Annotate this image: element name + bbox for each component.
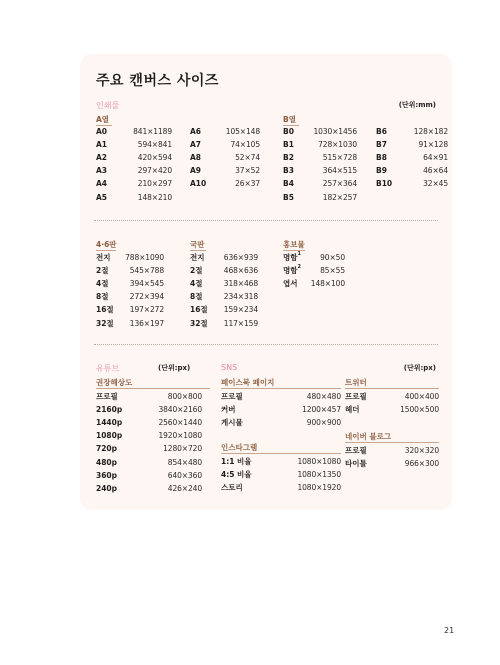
size-name: 720p — [96, 444, 118, 454]
size-value: 1920×1080 — [158, 431, 202, 441]
b-series-label: B열 — [283, 115, 296, 124]
size-row — [283, 190, 357, 203]
size-name: B6 — [376, 127, 387, 137]
size-value: 182×257 — [322, 192, 357, 202]
page-title: 주요 캔버스 사이즈 — [96, 73, 219, 89]
size-row — [190, 277, 258, 290]
size-value: 1280×720 — [163, 444, 202, 454]
size-value: 1080×1080 — [297, 457, 341, 467]
size-value: 46×64 — [423, 166, 448, 176]
size-name: 4절 — [190, 279, 203, 289]
size-name-wrap — [283, 252, 305, 263]
size-value: 318×468 — [223, 279, 258, 289]
size-name: 4절 — [96, 279, 109, 289]
instagram-list — [221, 455, 341, 494]
size-row — [376, 151, 448, 164]
size-name: A1 — [96, 140, 108, 150]
size-name: B5 — [283, 192, 294, 202]
naver-underline — [345, 442, 439, 443]
size-name: 4:5 비율 — [221, 470, 252, 480]
size-name: A9 — [190, 166, 202, 176]
sns-unit: (단위:px) — [403, 364, 436, 372]
b-series-col2 — [376, 125, 448, 190]
size-value: 197×272 — [129, 305, 164, 315]
size-name: 32절 — [96, 318, 114, 328]
size-row — [96, 303, 164, 316]
size-value: 136×197 — [129, 318, 164, 328]
size-value: 728×1030 — [318, 140, 357, 150]
size-row — [96, 290, 164, 303]
b-series-col1 — [283, 125, 357, 204]
print-unit: (단위:mm) — [398, 101, 436, 109]
size-name: 전지 — [190, 253, 205, 263]
size-value: 37×52 — [235, 166, 260, 176]
size-value: 297×420 — [137, 166, 172, 176]
a-series-col2 — [190, 125, 260, 190]
size-row — [190, 290, 258, 303]
size-value: 800×800 — [167, 392, 202, 402]
size-value: 1500×500 — [400, 405, 439, 415]
size-value: 1080×1350 — [297, 470, 341, 480]
size-value: 594×841 — [137, 140, 172, 150]
size-row — [283, 264, 345, 277]
naver-label: 네이버 블로그 — [345, 432, 392, 441]
facebook-label: 페이스북 페이지 — [221, 378, 275, 387]
size-value: 234×318 — [223, 292, 258, 302]
size-row — [96, 138, 172, 151]
size-value: 515×728 — [322, 153, 357, 163]
size-value: 841×1189 — [133, 127, 172, 137]
size-name: 360p — [96, 470, 118, 480]
size-row — [96, 125, 172, 138]
page-number: 21 — [444, 626, 455, 635]
size-name: 1440p — [96, 418, 123, 428]
size-name: 헤더 — [345, 405, 360, 415]
size-row — [221, 481, 341, 494]
size-name: 커버 — [221, 405, 236, 415]
youtube-unit: (단위:px) — [158, 364, 191, 372]
size-value: 272×394 — [129, 292, 164, 302]
footnote-marker: 2 — [297, 264, 301, 271]
sheet-46-label: 4·6판 — [96, 240, 117, 249]
size-row — [221, 455, 341, 468]
size-name: 프로필 — [345, 446, 367, 456]
size-value: 545×788 — [129, 266, 164, 276]
facebook-list — [221, 390, 341, 429]
size-name: A5 — [96, 192, 108, 202]
size-row — [345, 457, 439, 470]
size-value: 128×182 — [413, 127, 448, 137]
twitter-underline — [345, 388, 439, 389]
a-series-label: A열 — [96, 115, 110, 124]
size-row — [96, 429, 202, 442]
size-name: 2절 — [190, 266, 203, 276]
size-name: B9 — [376, 166, 387, 176]
size-value: 3840×2160 — [158, 405, 202, 415]
size-row — [96, 469, 202, 482]
size-value: 426×240 — [167, 483, 202, 493]
size-name: 엽서 — [283, 279, 298, 289]
size-row — [221, 390, 341, 403]
promo-list — [283, 251, 345, 290]
size-row — [96, 482, 202, 495]
size-value: 210×297 — [137, 179, 172, 189]
facebook-underline — [221, 388, 341, 389]
size-value: 117×159 — [223, 318, 258, 328]
size-row — [283, 138, 357, 151]
size-name: 8절 — [96, 292, 109, 302]
size-name: 480p — [96, 457, 118, 467]
size-name: 240p — [96, 483, 118, 493]
sns-section-label: SNS — [221, 363, 238, 372]
size-name: 8절 — [190, 292, 203, 302]
size-name: A3 — [96, 166, 108, 176]
size-name: A8 — [190, 153, 202, 163]
size-value: 148×210 — [137, 192, 172, 202]
size-row — [376, 138, 448, 151]
size-row — [283, 151, 357, 164]
size-row — [96, 442, 202, 455]
size-name-wrap — [283, 265, 305, 276]
size-name: B8 — [376, 153, 387, 163]
size-name: A0 — [96, 127, 108, 137]
size-value: 1030×1456 — [313, 127, 357, 137]
size-name: 게시물 — [221, 418, 243, 428]
size-name: A7 — [190, 140, 202, 150]
size-value: 105×148 — [225, 127, 260, 137]
size-name: B3 — [283, 166, 294, 176]
size-name: 32절 — [190, 318, 208, 328]
size-name: 16절 — [190, 305, 208, 315]
size-row — [96, 151, 172, 164]
size-name: 명함 — [283, 253, 298, 263]
size-row — [345, 403, 439, 416]
size-row — [190, 177, 260, 190]
size-name: B2 — [283, 153, 294, 163]
size-row — [376, 164, 448, 177]
youtube-section-label: 유튜브 — [96, 364, 120, 373]
size-name: 2160p — [96, 405, 123, 415]
size-row — [96, 316, 164, 329]
size-row — [345, 444, 439, 457]
size-value: 854×480 — [167, 457, 202, 467]
size-name: 16절 — [96, 305, 114, 315]
instagram-underline — [221, 453, 341, 454]
size-name: 1:1 비율 — [221, 457, 252, 467]
instagram-label: 인스타그램 — [221, 443, 258, 452]
size-row — [190, 138, 260, 151]
size-row — [190, 125, 260, 138]
size-value: 159×234 — [223, 305, 258, 315]
size-row — [96, 390, 202, 403]
size-value: 257×364 — [322, 179, 357, 189]
size-value: 480×480 — [306, 392, 341, 402]
size-row — [221, 403, 341, 416]
size-row — [190, 151, 260, 164]
youtube-group-underline — [96, 388, 210, 389]
size-name: B10 — [376, 179, 393, 189]
size-name: B1 — [283, 140, 294, 150]
size-row — [190, 251, 258, 264]
size-name: B4 — [283, 179, 294, 189]
size-value: 788×1090 — [125, 253, 164, 263]
size-row — [96, 177, 172, 190]
sheet-guk-label: 국판 — [190, 240, 205, 249]
size-value: 74×105 — [230, 140, 260, 150]
size-value: 26×37 — [235, 179, 260, 189]
size-row — [96, 164, 172, 177]
size-value: 1080×1920 — [297, 483, 341, 493]
size-value: 91×128 — [418, 140, 448, 150]
youtube-group-label: 권장해상도 — [96, 378, 133, 387]
size-name: 프로필 — [96, 392, 118, 402]
size-value: 900×900 — [306, 418, 341, 428]
size-name: 전지 — [96, 253, 111, 263]
twitter-list — [345, 390, 439, 416]
size-name: 1080p — [96, 431, 123, 441]
size-name: A4 — [96, 179, 108, 189]
size-name: 2절 — [96, 266, 109, 276]
footnote-marker: 1 — [297, 251, 301, 258]
size-row — [345, 390, 439, 403]
size-value: 640×360 — [167, 470, 202, 480]
size-row — [96, 403, 202, 416]
size-row — [283, 277, 345, 290]
size-name: 명함 — [283, 266, 298, 276]
size-name: A2 — [96, 153, 108, 163]
youtube-list — [96, 390, 202, 495]
size-value: 85×55 — [320, 266, 345, 276]
size-value: 32×45 — [423, 179, 448, 189]
size-value: 2560×1440 — [158, 418, 202, 428]
size-value: 468×636 — [223, 266, 258, 276]
size-name: A10 — [190, 179, 207, 189]
size-value: 90×50 — [320, 253, 345, 263]
size-name: B0 — [283, 127, 294, 137]
size-row — [96, 455, 202, 468]
size-name: 스토리 — [221, 483, 243, 493]
size-row — [283, 251, 345, 264]
size-value: 636×939 — [223, 253, 258, 263]
size-row — [96, 277, 164, 290]
size-row — [96, 416, 202, 429]
divider-2 — [94, 344, 438, 345]
size-row — [221, 416, 341, 429]
naver-list — [345, 444, 439, 470]
size-value: 400×400 — [404, 392, 439, 402]
promo-label: 홍보물 — [283, 240, 305, 249]
size-value: 64×91 — [423, 153, 448, 163]
size-value: 420×594 — [137, 153, 172, 163]
size-row — [190, 164, 260, 177]
size-name: 프로필 — [221, 392, 243, 402]
size-value: 1200×457 — [302, 405, 341, 415]
size-row — [190, 316, 258, 329]
size-name: 프로필 — [345, 392, 367, 402]
size-row — [96, 190, 172, 203]
size-row — [190, 303, 258, 316]
size-row — [221, 468, 341, 481]
size-row — [190, 264, 258, 277]
size-row — [283, 125, 357, 138]
size-value: 52×74 — [235, 153, 260, 163]
size-value: 394×545 — [129, 279, 164, 289]
size-row — [96, 264, 164, 277]
size-row — [96, 251, 164, 264]
size-row — [376, 177, 448, 190]
size-row — [376, 125, 448, 138]
size-row — [283, 177, 357, 190]
divider-1 — [94, 220, 438, 221]
a-series-col1 — [96, 125, 172, 204]
size-name: B7 — [376, 140, 387, 150]
sheet-guk-list — [190, 251, 258, 330]
size-value: 966×300 — [404, 459, 439, 469]
size-row — [283, 164, 357, 177]
size-name: 타이틀 — [345, 459, 367, 469]
size-value: 320×320 — [404, 446, 439, 456]
canvas-size-card — [80, 54, 452, 510]
size-name: A6 — [190, 127, 202, 137]
sheet-46-list — [96, 251, 164, 330]
size-value: 364×515 — [322, 166, 357, 176]
print-section-label: 인쇄물 — [96, 101, 120, 110]
twitter-label: 트위터 — [345, 378, 367, 387]
size-value: 148×100 — [310, 279, 345, 289]
